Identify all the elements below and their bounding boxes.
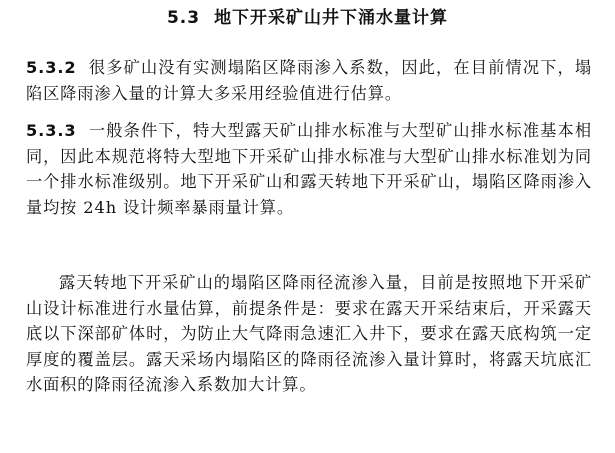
section-heading — [0, 6, 615, 30]
section-title: 地下开采矿山井下涌水量计算 — [214, 8, 449, 28]
clause-5-3-3 — [26, 118, 592, 220]
clause-number: 5.3.3 — [26, 121, 77, 140]
body-paragraph: 露天转地下开采矿山的塌陷区降雨径流渗入量，目前是按照地下开采矿山设计标准进行水量估算，前提条件是：要求在露天开采结束后，开采露天底以下深部矿体时，为防止大气降雨急速汇入井下，要求在露天底构筑一定厚度的覆盖层。露天采场内塌陷区的降雨径流渗入量计算时，将露天坑底汇水面积的降雨径流渗入系数加大计算。 — [26, 273, 592, 395]
clause-number: 5.3.2 — [26, 58, 77, 77]
clause-text: 很多矿山没有实测塌陷区降雨渗入系数，因此，在目前情况下，塌陷区降雨渗入量的计算大多采用经验值进行估算。 — [26, 58, 592, 103]
clause-5-3-2 — [26, 55, 592, 106]
clause-text: 一般条件下，特大型露天矿山排水标准与大型矿山排水标准基本相同，因此本规范将特大型地下开采矿山排水标准与大型矿山排水标准划为同一个排水标准级别。地下开采矿山和露天转地下开采矿山，塌陷区降雨渗入量均按 24h 设计频率暴雨量计算。 — [26, 121, 592, 217]
section-number: 5.3 — [166, 8, 201, 28]
